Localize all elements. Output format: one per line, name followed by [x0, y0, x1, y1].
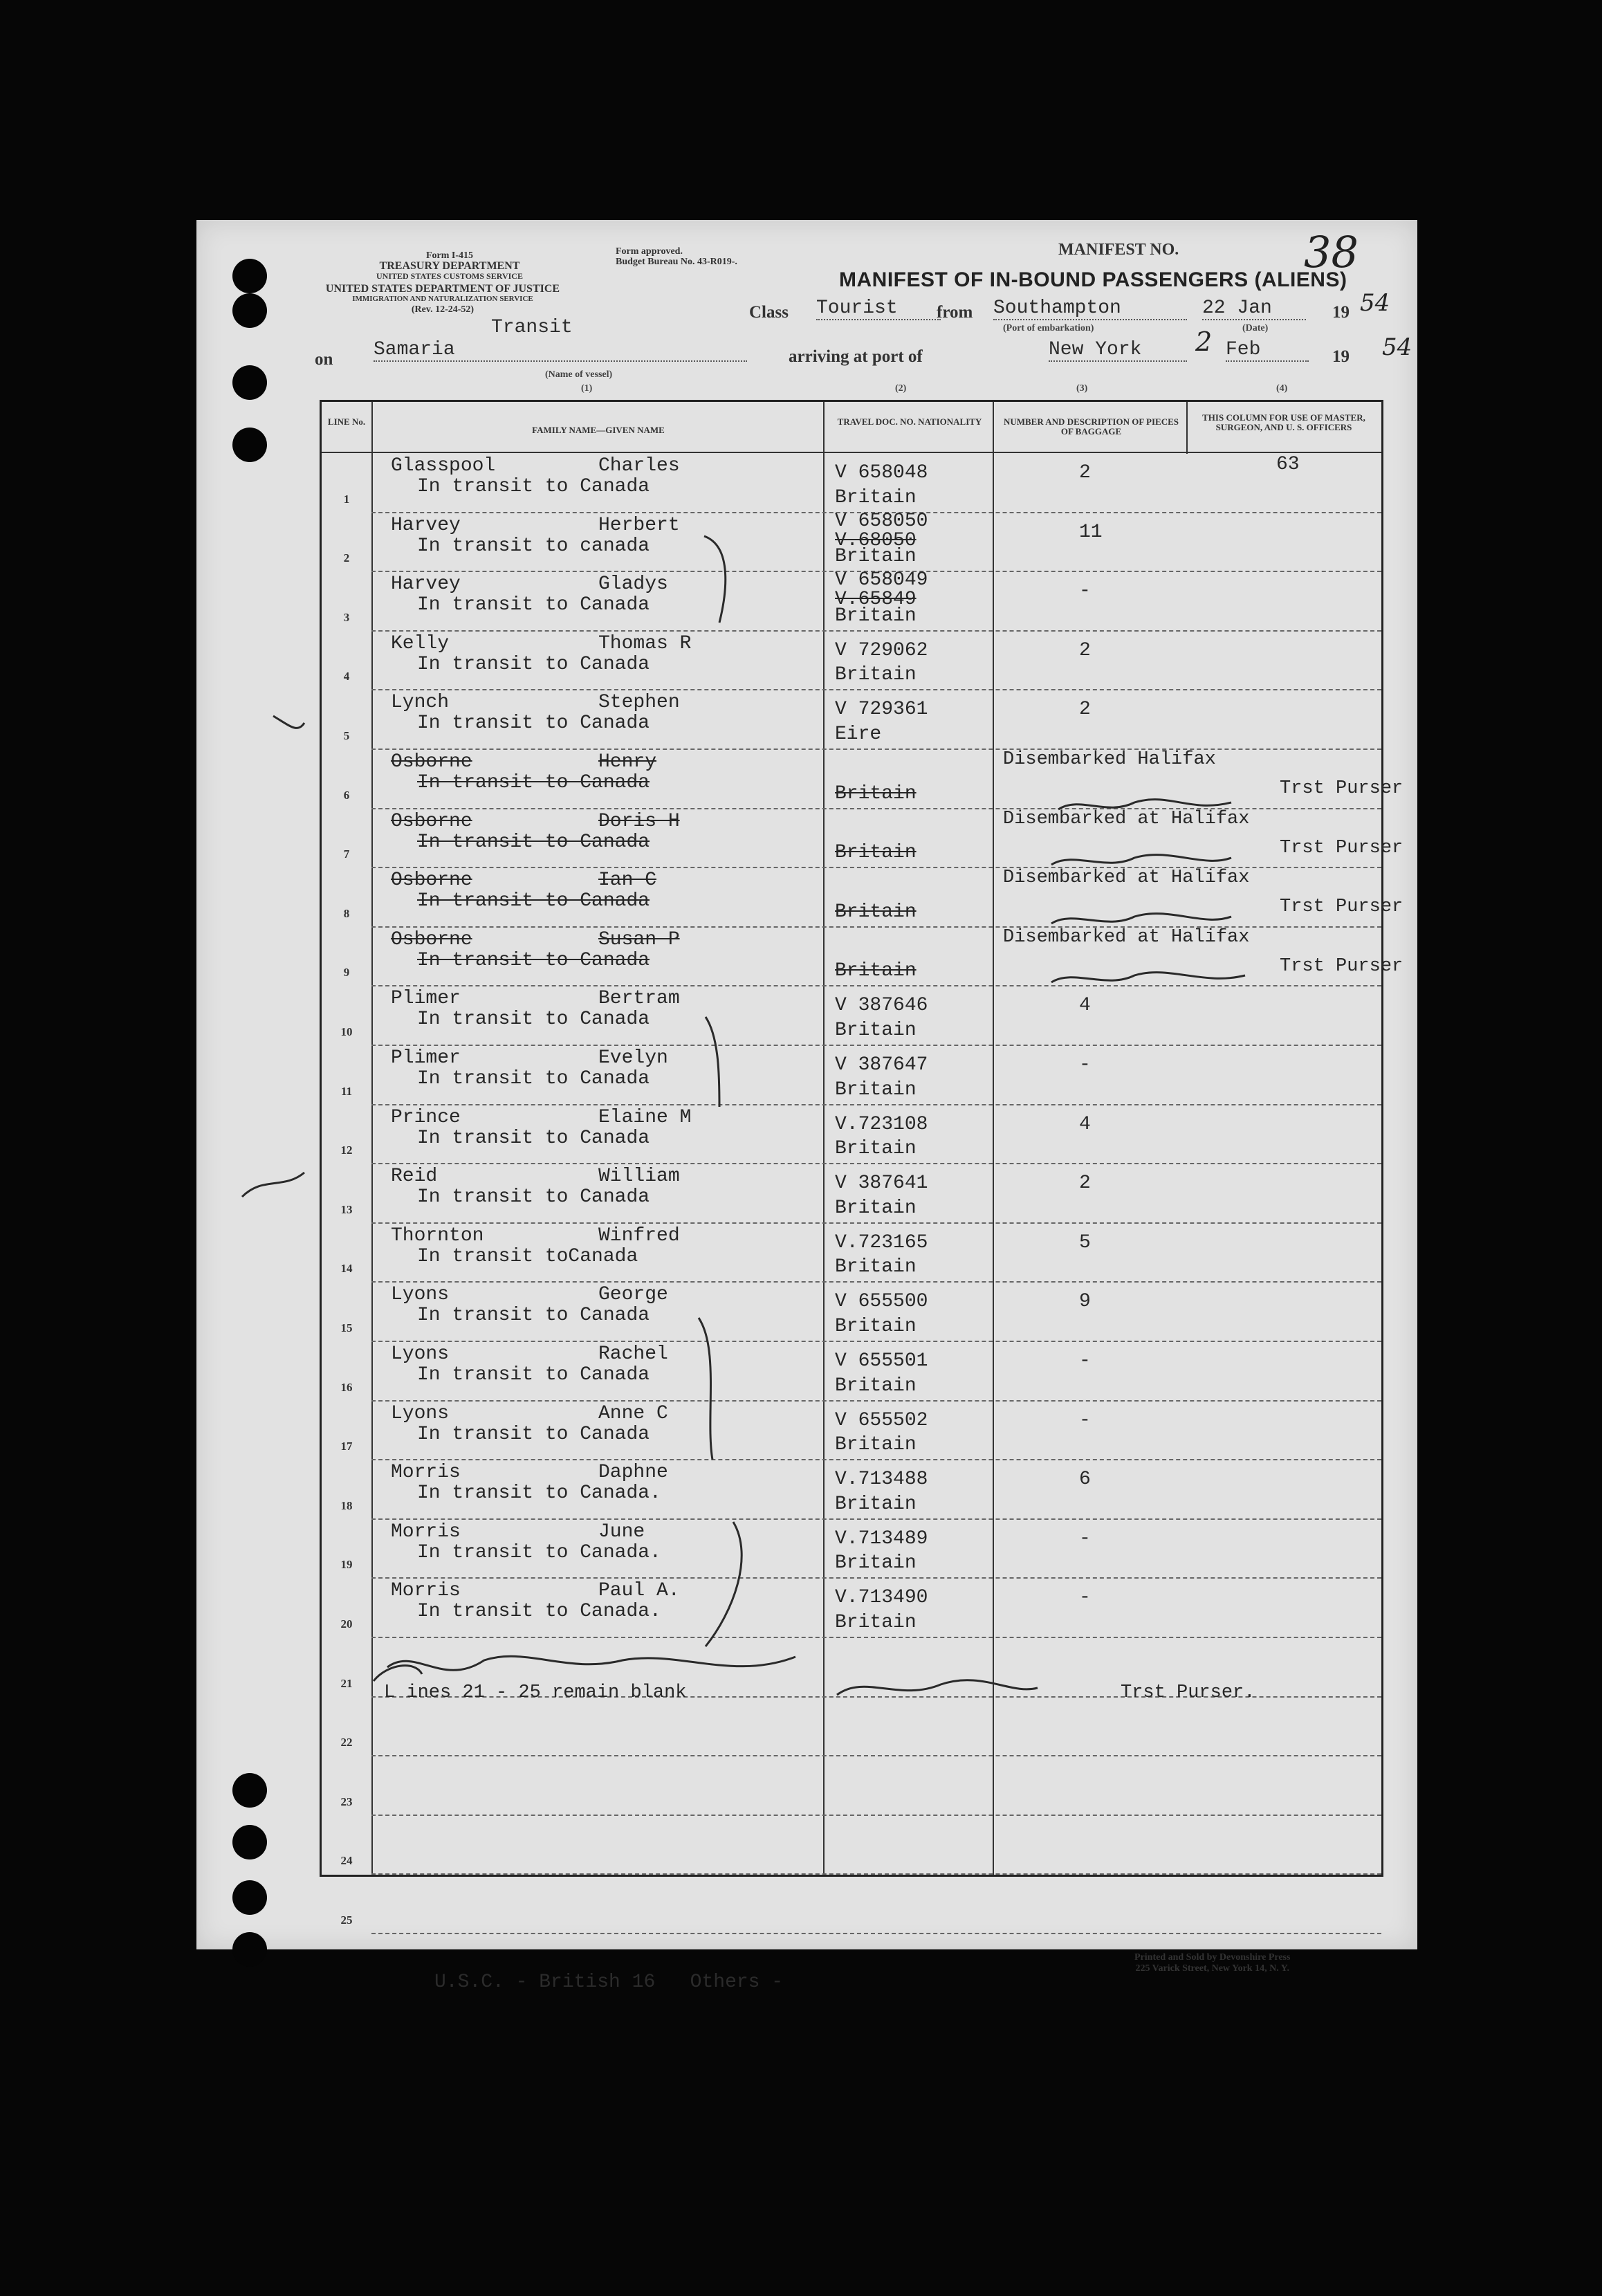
transit-note: In transit to Canada [417, 1009, 650, 1031]
disembark-note: Disembarked at Halifax [1003, 867, 1250, 889]
form-number: Form I-415 [425, 250, 474, 261]
transit-note: In transit to Canada [417, 653, 650, 675]
arrival-year: 54 [1382, 333, 1412, 361]
class-value: Tourist [816, 297, 941, 320]
col-header-name: FAMILY NAME—GIVEN NAME [532, 425, 665, 435]
baggage-count: - [1079, 580, 1091, 603]
departure-date: 22 Jan [1202, 297, 1306, 320]
travel-doc-no: V.713489 [835, 1527, 928, 1550]
arrival-day: 2 [1195, 327, 1213, 357]
transit-note: In transit to Canada [417, 1186, 650, 1209]
family-name: Plimer [391, 1047, 461, 1069]
nationality: Britain [835, 960, 917, 982]
col-num-4: (4) [1276, 383, 1288, 394]
given-name: Herbert [598, 514, 680, 536]
transit-note: In transit to Canada [417, 1068, 650, 1090]
transit-note: In transit to Canada [417, 831, 650, 853]
given-name: Evelyn [598, 1047, 668, 1069]
line-number: 14 [340, 1262, 353, 1276]
purser-title: Trst Purser [1280, 897, 1403, 918]
port-embarkation-caption: (Port of embarkation) [1003, 323, 1094, 333]
year-prefix-dep: 19 [1332, 303, 1350, 322]
baggage-count: - [1079, 1409, 1091, 1431]
blank-lines-note [384, 1682, 686, 1703]
given-name: Henry [598, 751, 657, 773]
nationality: Britain [835, 1078, 917, 1101]
transit-note: In transit to Canada [417, 594, 650, 616]
baggage-count: 4 [1079, 995, 1091, 1017]
arrival-month: Feb [1226, 339, 1309, 362]
given-name: Daphne [598, 1462, 668, 1484]
departure-year: 54 [1360, 289, 1390, 317]
transit-note: In transit to Canada [417, 1423, 650, 1445]
baggage-count: 5 [1079, 1231, 1091, 1253]
family-name: Plimer [391, 988, 461, 1010]
disembark-note: Disembarked at Halifax [1003, 926, 1250, 948]
travel-doc-no: V.713488 [835, 1469, 928, 1491]
family-name: Harvey [391, 573, 461, 596]
family-name: Morris [391, 1521, 461, 1543]
nationality: Britain [835, 605, 917, 627]
line-number: 12 [340, 1144, 353, 1157]
year-prefix-arr: 19 [1332, 347, 1350, 366]
travel-doc-no: V 658050 [835, 510, 928, 532]
family-name: Kelly [391, 632, 450, 654]
col-num-1: (1) [581, 383, 593, 394]
transit-note: In transit to Canada [417, 1127, 650, 1149]
line-number: 21 [340, 1676, 353, 1690]
nationality: Britain [835, 1552, 917, 1574]
purser-title: Trst Purser [1280, 778, 1403, 799]
family-name: Morris [391, 1462, 461, 1484]
nationality: Britain [835, 546, 917, 568]
travel-doc-no: V.723165 [835, 1231, 928, 1253]
arriving-label: arriving at port of [789, 347, 923, 366]
family-name: Glasspool [391, 455, 496, 477]
line-number: 7 [343, 847, 350, 861]
baggage-count: 2 [1079, 639, 1091, 661]
line-number: 16 [340, 1380, 353, 1394]
arrival-port: New York [1049, 339, 1187, 362]
nationality: Britain [835, 1434, 917, 1456]
purser-title: Trst Purser [1280, 955, 1403, 977]
on-label: on [315, 350, 333, 369]
officer-note: 63 [1276, 454, 1300, 475]
line-number: 18 [340, 1498, 353, 1512]
printer-credit: Printed and Sold by Devonshire Press 225 Varick Street, New York 14, N. Y. [1134, 1952, 1291, 1974]
baggage-count: - [1079, 1527, 1091, 1550]
travel-doc-no: V 658048 [835, 462, 928, 484]
given-name: Susan P [598, 928, 680, 950]
transit-note: In transit to Canada. [417, 1541, 661, 1563]
nationality: Britain [835, 1197, 917, 1219]
col-header-travel-doc: TRAVEL DOC. NO. NATIONALITY [837, 416, 982, 427]
line-number: 20 [340, 1617, 353, 1631]
purser-title: Trst Purser [1280, 837, 1403, 858]
line-number: 22 [340, 1736, 353, 1749]
baggage-count: - [1079, 1587, 1091, 1609]
port-embarkation: Southampton [993, 297, 1187, 320]
line-number: 25 [340, 1913, 353, 1927]
given-name: Bertram [598, 988, 680, 1010]
line-number: 2 [343, 551, 350, 565]
baggage-count: 4 [1079, 1113, 1091, 1135]
family-name: Reid [391, 1166, 438, 1188]
baggage-count: 2 [1079, 699, 1091, 721]
col-header-officers: THIS COLUMN FOR USE OF MASTER, SURGEON, AND U. S. OFFICERS [1202, 412, 1365, 432]
travel-doc-no: V 729361 [835, 699, 928, 721]
line-number: 10 [340, 1025, 353, 1038]
travel-doc-no: V 387641 [835, 1173, 928, 1195]
family-name: Osborne [391, 870, 472, 892]
family-name: Morris [391, 1580, 461, 1602]
agency-treasury: TREASURY DEPARTMENT [379, 260, 520, 272]
transit-note: In transit to canada [417, 535, 650, 557]
line-number: 15 [340, 1321, 353, 1334]
transit-note: In transit to Canada [417, 890, 650, 912]
family-name: Lyons [391, 1343, 450, 1365]
baggage-count: 2 [1079, 462, 1091, 484]
given-name: Stephen [598, 692, 680, 714]
col-header-baggage: NUMBER AND DESCRIPTION OF PIECES OF BAGGAGE [1003, 416, 1179, 437]
baggage-count: 2 [1079, 1173, 1091, 1195]
budget-approval: Form approved. Budget Bureau No. 43-R019-. [616, 246, 737, 267]
baggage-count: - [1079, 1350, 1091, 1372]
travel-doc-no: V.723108 [835, 1113, 928, 1135]
col-num-2: (2) [895, 383, 907, 394]
given-name: Ian C [598, 870, 657, 892]
agency-ins: IMMIGRATION AND NATURALIZATION SERVICE [352, 295, 533, 303]
manifest-no-label: MANIFEST NO. [1058, 241, 1179, 259]
col-header-line-no: LINE No. [327, 416, 366, 427]
disembark-note: Disembarked Halifax [1003, 749, 1216, 770]
form-revision: (Rev. 12-24-52) [411, 304, 475, 315]
transit-note: In transit to Canada. [417, 1482, 661, 1505]
baggage-count: 6 [1079, 1469, 1091, 1491]
blank-lines-purser: Trst Purser. [1121, 1682, 1255, 1703]
disembark-note: Disembarked at Halifax [1003, 808, 1250, 829]
given-name: George [598, 1284, 668, 1306]
date-caption: (Date) [1242, 323, 1269, 333]
family-name: Osborne [391, 751, 472, 773]
manifest-no-value: 38 [1304, 227, 1359, 277]
nationality: Britain [835, 1493, 917, 1515]
line-number: 19 [340, 1558, 353, 1572]
line-number: 1 [343, 492, 350, 506]
nationality: Britain [835, 842, 917, 864]
travel-doc-no: V 729062 [835, 639, 928, 661]
line-number: 3 [343, 610, 350, 624]
nationality: Britain [835, 782, 917, 805]
transit-note: In transit to Canada [417, 949, 650, 971]
transit-note: In transit to Canada [417, 476, 650, 497]
line-number: 24 [340, 1854, 353, 1868]
nationality: Britain [835, 1375, 917, 1397]
line-number: 23 [340, 1794, 353, 1808]
given-name: Charles [598, 455, 680, 477]
nationality: Britain [835, 486, 917, 508]
usc-summary: U.S.C. - British 16 Others - [434, 1972, 784, 1993]
travel-doc-no: V 387646 [835, 995, 928, 1017]
line-number: 11 [340, 1084, 353, 1098]
vessel-name: Samaria [374, 339, 747, 362]
nationality: Britain [835, 1019, 917, 1041]
line-number: 9 [343, 966, 350, 980]
travel-doc-no: V 655500 [835, 1291, 928, 1313]
travel-doc-corrected: V.65849 [835, 589, 917, 611]
transit-note: In transit to Canada [417, 1305, 650, 1327]
family-name: Osborne [391, 810, 472, 832]
line-number: 4 [343, 670, 350, 683]
travel-doc-no: V 655502 [835, 1409, 928, 1431]
baggage-count: - [1079, 1054, 1091, 1076]
nationality: Britain [835, 1256, 917, 1278]
class-label: Class [749, 303, 789, 322]
vessel-caption: (Name of vessel) [545, 369, 613, 380]
given-name: Paul A. [598, 1580, 680, 1602]
given-name: Doris H [598, 810, 680, 832]
transit-note: In transit to Canada. [417, 1601, 661, 1623]
family-name: Thornton [391, 1224, 484, 1247]
baggage-count: 11 [1079, 521, 1103, 543]
line-number: 6 [343, 788, 350, 802]
family-name: Lyons [391, 1402, 450, 1424]
given-name: William [598, 1166, 680, 1188]
given-name: June [598, 1521, 645, 1543]
family-name: Harvey [391, 514, 461, 536]
family-name: Osborne [391, 928, 472, 950]
baggage-count: 9 [1079, 1291, 1091, 1313]
given-name: Winfred [598, 1224, 680, 1247]
line-number: 17 [340, 1440, 353, 1453]
given-name: Gladys [598, 573, 668, 596]
transit-word: Transit [491, 317, 573, 338]
family-name: Lyons [391, 1284, 450, 1306]
col-num-3: (3) [1076, 383, 1088, 394]
nationality: Britain [835, 901, 917, 923]
travel-doc-corrected: V.68050 [835, 529, 917, 551]
travel-doc-no: V 387647 [835, 1054, 928, 1076]
nationality: Britain [835, 1138, 917, 1160]
family-name: Prince [391, 1106, 461, 1128]
line-number: 13 [340, 1202, 353, 1216]
line-number: 8 [343, 906, 350, 920]
nationality: Eire [835, 723, 882, 745]
transit-note: In transit to Canada [417, 713, 650, 735]
agency-justice: UNITED STATES DEPARTMENT OF JUSTICE [325, 283, 560, 295]
given-name: Anne C [598, 1402, 668, 1424]
transit-note: In transit to Canada [417, 1364, 650, 1386]
given-name: Thomas R [598, 632, 692, 654]
travel-doc-no: V.713490 [835, 1587, 928, 1609]
nationality: Britain [835, 1611, 917, 1633]
manifest-title: MANIFEST OF IN-BOUND PASSENGERS (ALIENS) [839, 268, 1347, 291]
given-name: Rachel [598, 1343, 668, 1365]
travel-doc-no: V 658049 [835, 569, 928, 591]
transit-note: In transit toCanada [417, 1245, 638, 1267]
transit-note: In transit to Canada [417, 772, 650, 793]
nationality: Britain [835, 664, 917, 686]
given-name: Elaine M [598, 1106, 692, 1128]
family-name: Lynch [391, 692, 450, 714]
nationality: Britain [835, 1315, 917, 1337]
line-number: 5 [343, 728, 350, 742]
blank-lines-text: L ines 21 - 25 remain blank [384, 1682, 687, 1703]
from-label: from [937, 303, 973, 322]
agency-customs: UNITED STATES CUSTOMS SERVICE [376, 271, 523, 281]
travel-doc-no: V 655501 [835, 1350, 928, 1372]
